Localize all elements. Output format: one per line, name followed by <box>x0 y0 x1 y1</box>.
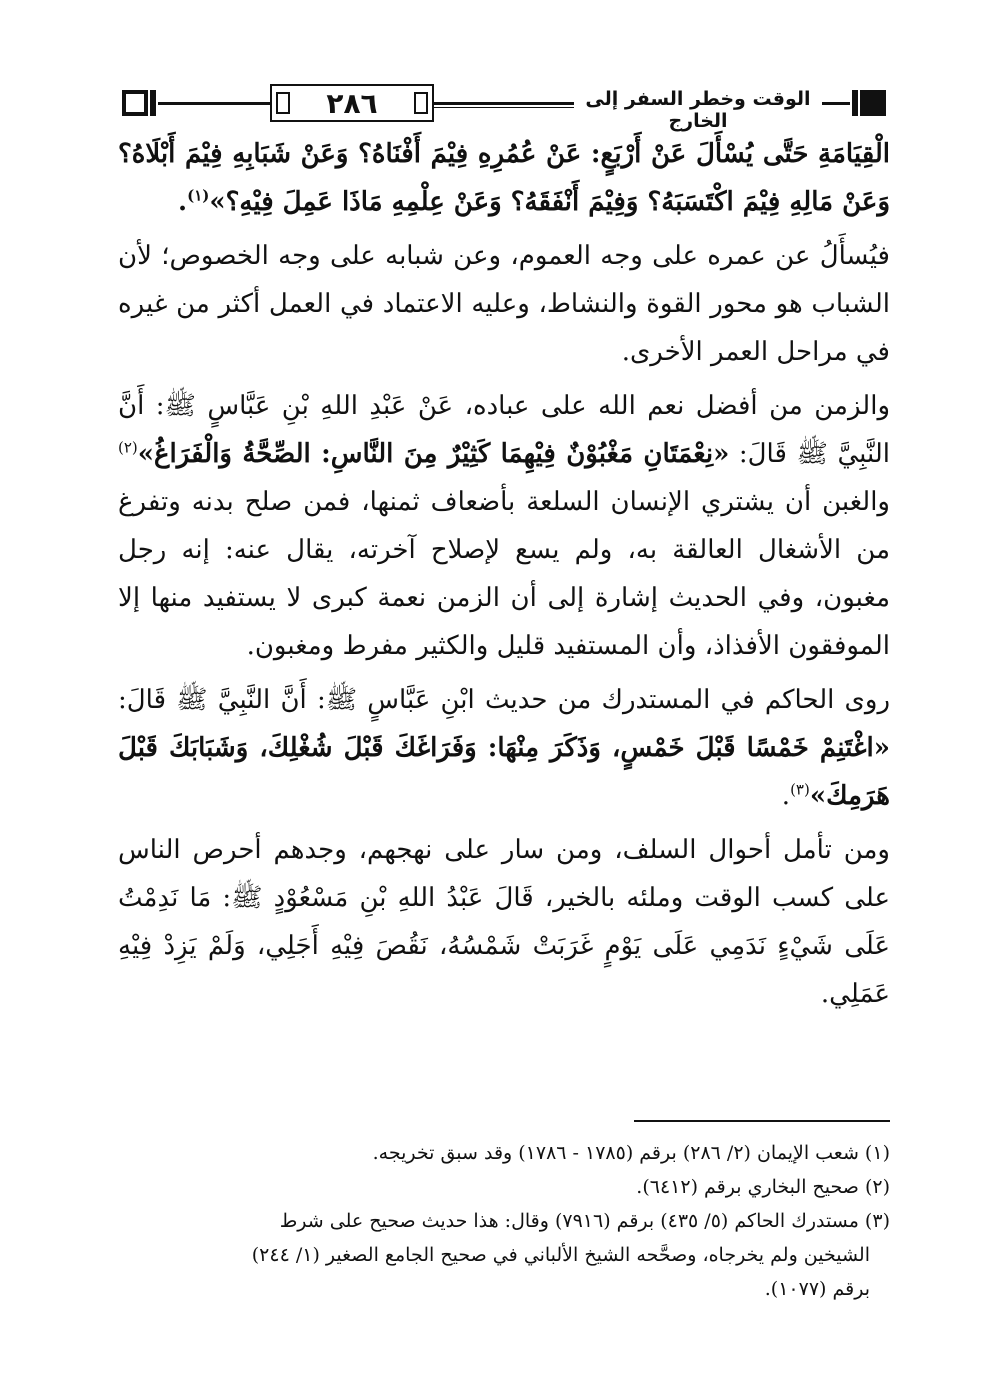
footnote-3: (٣) مستدرك الحاكم (٥/ ٤٣٥) برقم (٧٩١٦) وقال: هذا حديث صحيح على شرط <box>279 1210 890 1232</box>
header-ornament-bar-left <box>150 90 156 116</box>
footnote-1: (١) شعب الإيمان (٢/ ٢٨٦) برقم (١٧٨٥ - ١٧٨٦) وقد سبق تخريجه. <box>372 1142 890 1164</box>
header-ornament-left <box>122 90 148 116</box>
paragraph-rest: والغبن أن يشتري الإنسان السلعة بأضعاف ثمنها، فمن صلح بدنه وتفرغ من الأشغال العالقة به، ولم يسع لإصلاح آخرته، يقال عنه: إنه رجل مغبون، وفي الحديث إشارة إلى أن الزمن نعمة كبرى لا يستفيد منها إلا الموفقون الأفذاذ، وأن المستفيد قليل والكثير مفرط ومغبون. <box>118 487 890 661</box>
page-number: ٢٨٦ <box>326 86 378 120</box>
header-rule <box>822 102 850 105</box>
page-number-frame <box>270 84 434 122</box>
header-rule <box>434 102 574 105</box>
footnote-ref-1[interactable]: (١) <box>187 186 210 205</box>
header-ornament-right <box>860 90 886 116</box>
punctuation: . <box>781 781 791 811</box>
footnotes <box>118 1136 890 1306</box>
footnote-separator <box>634 1120 890 1122</box>
footnote-2: (٢) صحيح البخاري برقم (٦٤١٢). <box>636 1176 890 1198</box>
header-rule-thin <box>434 107 574 108</box>
hadith-text: الْقِيَامَةِ حَتَّى يُسْأَلَ عَنْ أَرْبَعٍ: عَنْ عُمُرِهِ فِيْمَ أَفْنَاهُ؟ وَعَنْ شَبَابِهِ فِيْمَ أَبْلَاهُ؟ وَعَنْ مَالِهِ فِيْمَ اكْتَسَبَهُ؟ وَفِيْمَ أَنْفَقَهُ؟ وَعَنْ عِلْمِهِ مَاذَا عَمِلَ فِيْهِ؟» <box>118 139 890 217</box>
main-text <box>118 130 890 1018</box>
paragraph-intro: والزمن من أفضل نعم الله على عباده، عَنْ عَبْدِ اللهِ بْنِ عَبَّاسٍ ﷺ: أَنَّ النَّبِيَّ ﷺ قَالَ: <box>118 391 890 469</box>
punctuation: . <box>178 187 188 217</box>
running-title: الوقت وخطر السفر إلى الخارج <box>585 88 811 132</box>
footnote-3-continued: الشيخين ولم يخرجاه، وصحَّحه الشيخ الألباني في صحيح الجامع الصغير (١/ ٢٤٤) <box>251 1244 870 1266</box>
paragraph-5: ومن تأمل أحوال السلف، ومن سار على نهجهم، وجدهم أحرص الناس على كسب الوقت وملئه بالخير، قَالَ عَبْدُ اللهِ بْنِ مَسْعُوْدٍ ﷺ: مَا نَدِمْتُ عَلَى شَيْءٍ نَدَمِي عَلَى يَوْمٍ غَرَبَتْ شَمْسُهُ، نَقُصَ فِيْهِ أَجَلِي، وَلَمْ يَزِدْ فِيْهِ عَمَلِي. <box>118 835 890 1009</box>
paragraph-4 <box>118 676 890 820</box>
paragraph-2: فيُسأَلُ عن عمره على وجه العموم، وعن شبابه على وجه الخصوص؛ لأن الشباب هو محور القوة والنشاط، وعليه الاعتماد في العمل أكثر من غيره في مراحل العمر الأخرى. <box>118 241 890 367</box>
hadith-text: «اغْتَنِمْ خَمْسًا قَبْلَ خَمْسٍ، وَذَكَرَ مِنْهَا: وَفَرَاغَكَ قَبْلَ شُغْلِكَ، وَشَبَابَكَ قَبْلَ هَرَمِكَ» <box>118 733 890 811</box>
paragraph-3 <box>118 382 890 670</box>
header-ornament-bar-right <box>852 90 858 116</box>
paragraph-1 <box>118 130 890 226</box>
paragraph-intro: روى الحاكم في المستدرك من حديث ابْنِ عَبَّاسٍ ﷺ: أَنَّ النَّبِيَّ ﷺ قَالَ: <box>118 685 890 715</box>
hadith-text: «نِعْمَتَانِ مَغْبُوْنٌ فِيْهِمَا كَثِيْرٌ مِنَ النَّاسِ: الصِّحَّةُ وَالْفَرَاغُ» <box>137 439 730 469</box>
footnote-ref-2[interactable]: (٢) <box>118 438 138 457</box>
page-header <box>118 80 890 132</box>
footnote-ref-3[interactable]: (٣) <box>790 780 810 799</box>
header-rule <box>158 102 270 105</box>
footnote-3-continued: برقم (١٠٧٧). <box>764 1278 870 1300</box>
